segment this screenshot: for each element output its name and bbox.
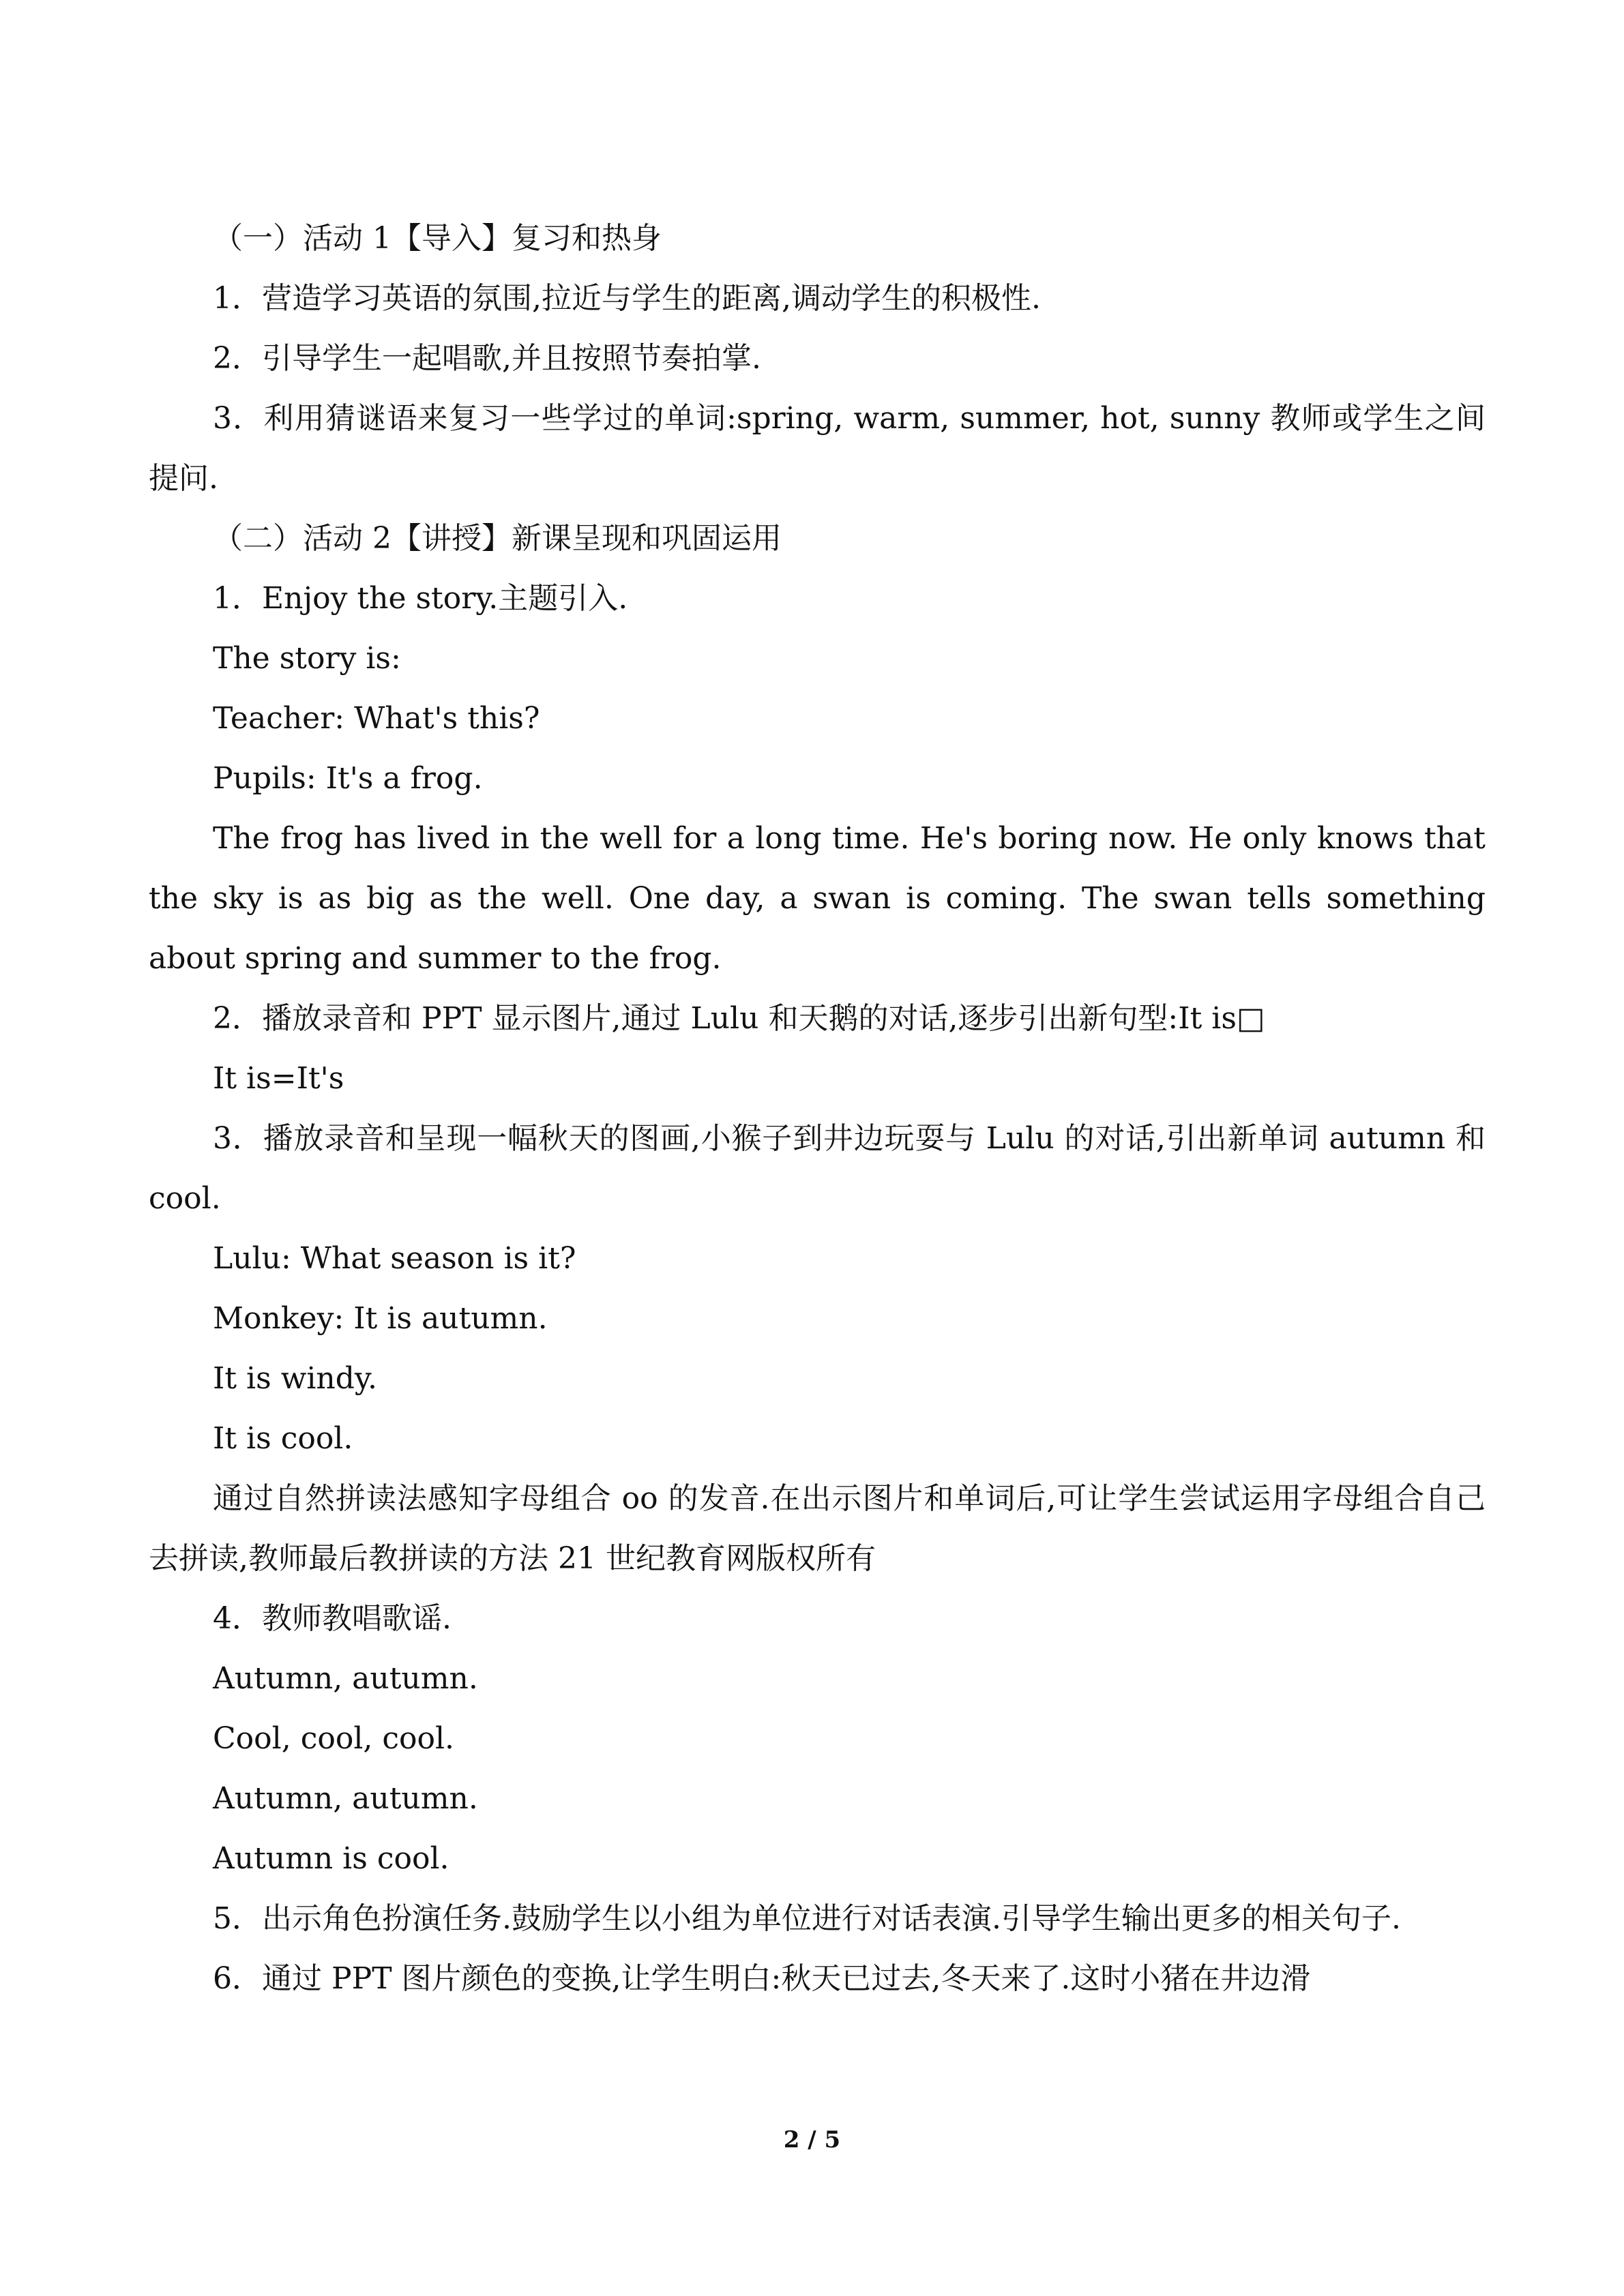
paragraph-cool: It is cool. — [213, 1421, 353, 1456]
paragraph-story-intro: The story is: — [213, 641, 401, 676]
paragraph-item-2-4: 4．教师教唱歌谣. — [213, 1601, 452, 1636]
paragraph-chant-line-3: Autumn, autumn. — [213, 1781, 478, 1816]
page-number: 2 / 5 — [783, 2126, 841, 2153]
paragraph-item-2-1: 1．Enjoy the story.主题引入. — [213, 581, 628, 616]
paragraph-windy: It is windy. — [213, 1361, 377, 1396]
paragraph-dialogue-teacher: Teacher: What's this? — [213, 701, 540, 736]
paragraph-item-2-3: 3．播放录音和呈现一幅秋天的图画,小猴子到井边玩耍与 Lulu 的对话,引出新单词 autumn 和 cool. — [149, 1121, 1486, 1216]
paragraph-phonics: 通过自然拼读法感知字母组合 oo 的发音.在出示图片和单词后,可让学生尝试运用字母组合自己去拼读,教师最后教拼读的方法 21 世纪教育网版权所有 — [149, 1481, 1486, 1576]
paragraph-dialogue-monkey: Monkey: It is autumn. — [213, 1301, 548, 1336]
paragraph-it-is: It is=It's — [213, 1061, 344, 1096]
paragraph-dialogue-lulu: Lulu: What season is it? — [213, 1241, 576, 1276]
paragraph-item-1-2: 2．引导学生一起唱歌,并且按照节奏拍掌. — [213, 341, 761, 376]
paragraph-chant-line-2: Cool, cool, cool. — [213, 1721, 455, 1756]
document-body — [149, 209, 1486, 2009]
paragraph-story-text: The frog has lived in the well for a long time. He's boring now. He only knows that the sky is as big as the well. One day, a swan is coming. The swan tells something about spring and summer to the frog. — [149, 821, 1486, 976]
paragraph-item-1-1: 1．营造学习英语的氛围,拉近与学生的距离,调动学生的积极性. — [213, 281, 1041, 316]
paragraph-dialogue-pupils: Pupils: It's a frog. — [213, 761, 483, 796]
paragraph-chant-line-1: Autumn, autumn. — [213, 1661, 478, 1696]
paragraph-item-2-2: 2．播放录音和 PPT 显示图片,通过 Lulu 和天鹅的对话,逐步引出新句型:It is□ — [213, 1001, 1265, 1036]
paragraph-activity-2-heading: （二）活动 2【讲授】新课呈现和巩固运用 — [213, 521, 782, 556]
paragraph-activity-1-heading: （一）活动 1【导入】复习和热身 — [213, 221, 662, 256]
paragraph-chant-line-4: Autumn is cool. — [213, 1841, 449, 1876]
paragraph-item-2-6: 6．通过 PPT 图片颜色的变换,让学生明白:秋天已过去,冬天来了.这时小猪在井边滑 — [213, 1961, 1311, 1996]
paragraph-item-1-3: 3．利用猜谜语来复习一些学过的单词:spring, warm, summer, hot, sunny 教师或学生之间提问. — [149, 401, 1486, 496]
paragraph-item-2-5: 5．出示角色扮演任务.鼓励学生以小组为单位进行对话表演.引导学生输出更多的相关句子. — [213, 1901, 1401, 1936]
